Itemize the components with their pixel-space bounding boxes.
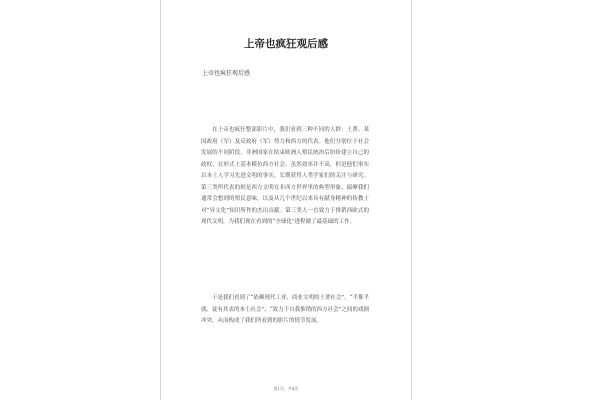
document-page: [160, 0, 412, 400]
page-title: 上帝也疯狂观后感: [244, 38, 328, 50]
body-paragraph-2: 于是我们看到了“依赖现代工业、商业文明的土著社会”、“半推半就、徒有其表的本土社会”、“致力于自我推销的西方社会”之间的戏剧冲突，从而构成了我们所看到的影片的情节发展。: [201, 295, 369, 324]
page-number-footer: 第1页，共4页: [273, 386, 299, 391]
page-subtitle: 上帝也疯狂观后感: [202, 70, 251, 77]
body-paragraph-1: 在上帝也疯狂整部影片中，我们看到三种不同的人群：土著、某国政府（军）及反政府（军）势力和西方的代表。他们分别位于社会发展的不同阶段，非洲国家在结束欧洲人殖民统治后纷纷建立自己的政权，在形式上基本模仿西方社会。虽然效率并不高，但是他们事实以本土人学习先进文明的事实，长期获得人类学家们的关注与研究。第三类所代表的则是西方文明在非西方世界里的典型形象，揣摩我们通常会想到的殖民意味，以及从几个世纪以来具有献身精神的传教士对“异文化”知识所作的杰出贡献。第三类人一直致力于推销西欧式的现代文明，为我们现在看到的“全球化”进程做了最基础的工作。: [201, 127, 369, 225]
